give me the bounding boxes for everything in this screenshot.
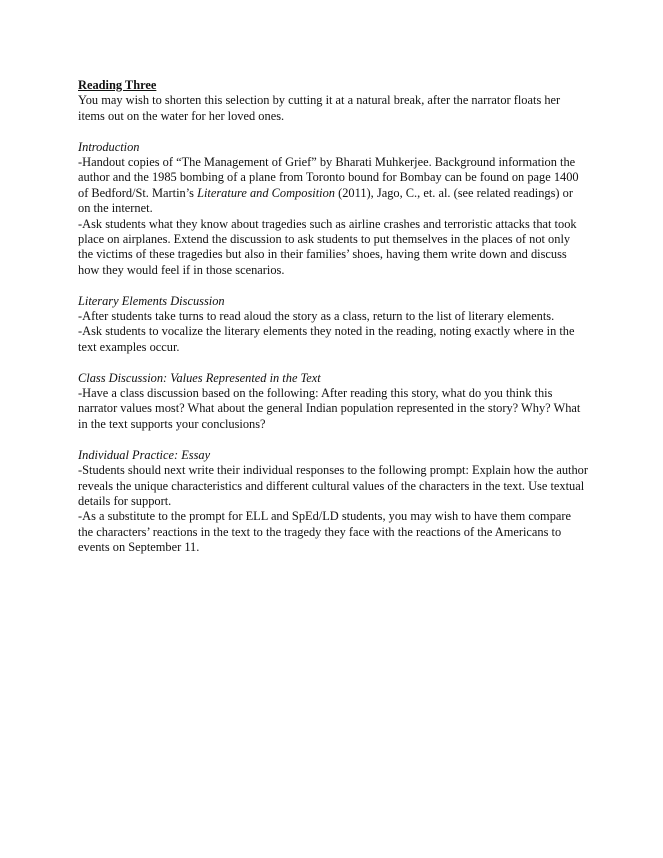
introduction-paragraph-handout — [78, 155, 588, 217]
document-page — [78, 78, 588, 556]
literary-paragraph-vocalize: -Ask students to vocalize the literary elements they noted in the reading, noting exactly where in the text examples occur. — [78, 324, 575, 354]
section-introduction — [78, 140, 588, 279]
literary-paragraph-read-aloud: -After students take turns to read aloud the story as a class, return to the list of literary elements. — [78, 309, 555, 324]
section-literary-elements — [78, 294, 588, 356]
section-title-introduction: Introduction — [78, 139, 140, 154]
handout-text-before: -Handout copies of “The Management of Grief” by Bharati Muhkerjee. Background information the author and the 1985 bombing of a plane from Toronto bound for Bombay can be found on page 1400 of Bedford/St. Martin’s — [78, 155, 579, 200]
page-title: Reading Three — [78, 78, 157, 92]
section-title-class-discussion: Class Discussion: Values Represented in the Text — [78, 370, 321, 385]
section-title-literary-elements: Literary Elements Discussion — [78, 293, 225, 308]
handout-text-after: (2011), Jago, C., et. al. (see related readings) or on the internet. — [78, 185, 573, 216]
book-title: Literature and Composition — [197, 185, 335, 200]
class-discussion-paragraph: -Have a class discussion based on the following: After reading this story, what do you think this narrator values most? What about the general Indian population represented in the story? Why? What in the text supports your conclusions? — [78, 386, 581, 431]
section-class-discussion — [78, 371, 588, 433]
intro-note: You may wish to shorten this selection by cutting it at a natural break, after the narrator floats her items out on the water for her loved ones. — [78, 93, 561, 123]
essay-prompt-paragraph: -Students should next write their individual responses to the following prompt: Explain how the author reveals the unique characteristics and different cultural values of the characters in the text. Use textual details for support. — [78, 463, 589, 508]
essay-substitute-paragraph: -As a substitute to the prompt for ELL and SpEd/LD students, you may wish to have them compare the characters’ reactions in the text to the tragedy they face with the reactions of the Americans to events on September 11. — [78, 509, 572, 555]
section-individual-practice — [78, 448, 588, 556]
introduction-paragraph-ask: -Ask students what they know about tragedies such as airline crashes and terroristic attacks that took place on airplanes. Extend the discussion to ask students to put themselves in the places of not only the victims of these tragedies but also in their families’ shoes, having them write down and discuss how they would feel if in those scenarios. — [78, 216, 577, 277]
section-title-individual-practice: Individual Practice: Essay — [78, 447, 211, 462]
